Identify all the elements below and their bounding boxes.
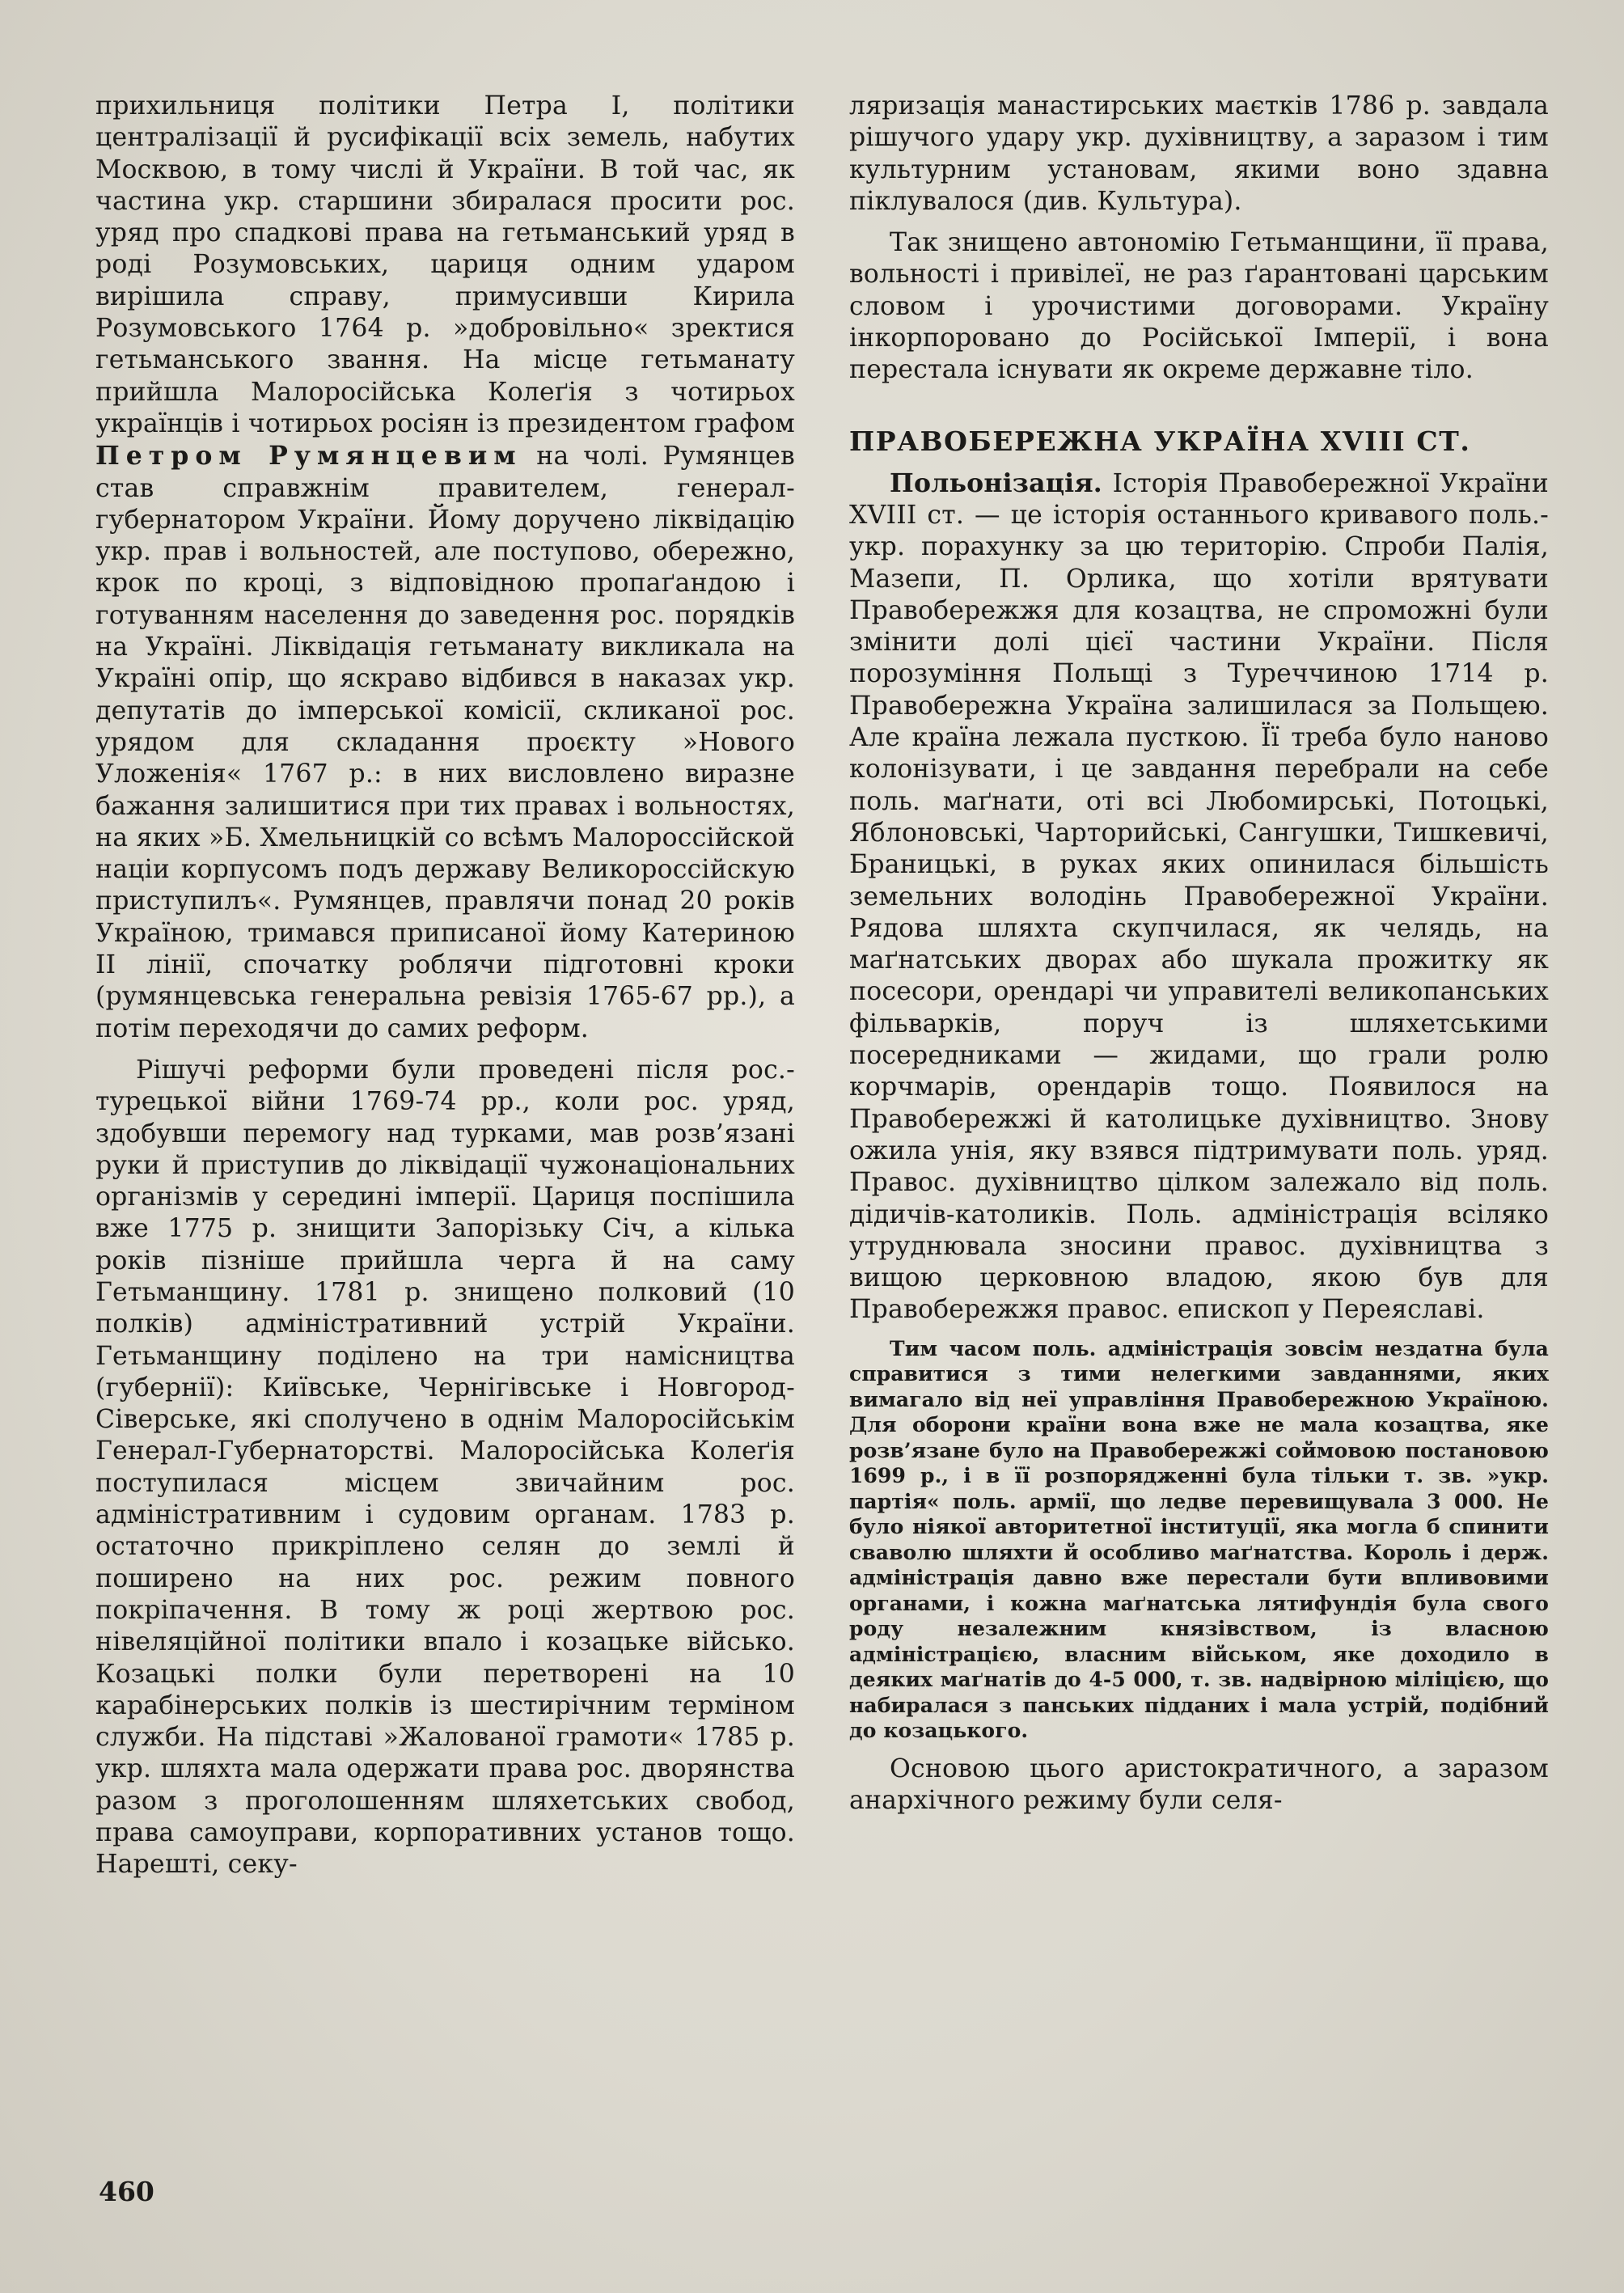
page-number: 460 bbox=[99, 2176, 154, 2207]
paragraph-reforms: Рішучі реформи були проведені після рос.-турецької війни 1769-74 рр., коли рос. уряд, здобувши перемогу над турками, мав розв’язані руки й приступив до ліквідації чужонаціональних організмів у середині імперії. Цариця поспішила вже 1775 р. знищити Запорізьку Січ, а кілька років пізніше прийшла черга й на саму Гетьманщину. 1781 р. знищено полковий (10 полків) адміністративний устрій України. Гетьманщину поділено на три намісництва (губернії): Київське, Чернігівське і Новгород-Сіверське, які сполучено в однім Малоросійськім Генерал-Губернаторстві. Малоросійська Колеґія поступилася місцем звичайним рос. адміністративним і судовим органам. 1783 р. остаточно прикріплено селян до землі й поширено на них рос. режим повного покріпачення. В тому ж році жертвою рос. нівеляційної політики впало і козацьке військо. Козацькі полки були перетворені на 10 карабінерських полків із шестирічним терміном служби. На підставі »Жалованої грамоти« 1785 р. укр. шляхта мала одержати права рос. дворянства разом з проголошенням шляхетських свобод, права самоуправи, корпоративних установ тощо. Нарешті, секу- bbox=[95, 1055, 795, 1880]
right-column bbox=[849, 91, 1549, 1817]
spaced-name: Петром Румянцевим bbox=[95, 441, 522, 472]
section-heading: ПРАВОБЕРЕЖНА УКРАЇНА XVIII СТ. bbox=[849, 425, 1471, 457]
small-print-paragraph: Тим часом поль. адміністрація зовсім нездатна була справитися з тими нелегкими завданнями, яких вимагало від неї управління Правобережною Україною. Для оборони країни вона вже не мала козацтва, яке розв’язане було на Правобережжі соймовою постановою 1699 р., і в її розпорядженні була тільки т. зв. »укр. партія« поль. армії, що ледве перевищувала 3 000. Не було ніякої авторитетної інституції, яка могла б спинити сваволю шляхти й особливо маґнатства. Король і держ. адміністрація давно вже перестали бути впливовими органами, і кожна маґнатська лятифундія була свого роду незалежним князівством, із власною адміністрацією, власним військом, яке доходило в деяких маґнатів до 4-5 000, т. зв. надвірною міліцією, що набиралася з панських підданих і мала устрій, подібний до козацького. bbox=[849, 1336, 1549, 1743]
paragraph-rumyantsev bbox=[95, 91, 795, 1045]
left-column bbox=[95, 91, 795, 1881]
text-segment: на чолі. Румянцев став справжнім правителем, генерал-губернатором України. Йому доручено ліквідацію укр. прав і вольностей, але поступово, обережно, крок по кроці, з відповідною пропаґандою і готуванням населення до заведення рос. порядків на Україні. Ліквідація гетьманату викликала на Україні опір, що яскраво відбився в наказах укр. депутатів до імперської комісії, скликаної рос. урядом для складання проєкту »Нового Уложенія« 1767 р.: в них висловлено виразне бажання залишитися при тих правах і вольностях, на яких »Б. Хмельницкій со всѣмъ Малороссійской націи корпусомъ подъ державу Великороссійскую приступилъ«. Румянцев, правлячи понад 20 років Україною, тримався приписаної йому Катериною ІІ лінії, спочатку роблячи підготовні кроки (румянцевська генеральна ревізія 1765-67 рр.), а потім переходячи до самих реформ. bbox=[95, 442, 795, 1043]
paragraph-regime: Основою цього аристократичного, а заразом анархічного режиму були селя- bbox=[849, 1754, 1549, 1815]
paragraph-secularization: ляризація манастирських маєтків 1786 р. завдала рішучого удару укр. духівництву, а заразом і тим культурним установам, якими воно здавна піклувалося (див. Культура). bbox=[849, 91, 1549, 216]
text-segment: прихильниця політики Петра І, політики централізації й русифікації всіх земель, набутих Москвою, в тому числі й України. В той час, як частина укр. старшини збиралася просити рос. уряд про спадкові права на гетьманський уряд в роді Розумовських, цариця одним ударом вирішила справу, примусивши Кирила Розумовського 1764 р. »добровільно« зректися гетьманського звання. На місце гетьманату прийшла Малоросійська Колеґія з чотирьох українців і чотирьох росіян із президентом графом bbox=[95, 91, 795, 438]
paragraph-polonization bbox=[849, 467, 1549, 1326]
paragraph-autonomy: Так знищено автономію Гетьманщини, її права, вольності і привілеї, не раз ґарантовані царським словом і урочистими договорами. Україну інкорпоровано до Російської Імперії, і вона перестала існувати як окреме державне тіло. bbox=[849, 228, 1549, 385]
runin-heading: Польонізація. bbox=[890, 467, 1102, 498]
text-segment: Історія Правобережної України XVIII ст. — це історія останнього кривавого поль.-укр. порахунку за цю територію. Спроби Палія, Мазепи, П. Орлика, що хотіли врятувати Правобережжя для козацтва, не спроможні були змінити долі цієї частини України. Після порозуміння Польщі з Туреччиною 1714 р. Правобережна Україна залишилася за Польщею. Але країна лежала пусткою. Її треба було наново колонізувати, і це завдання перебрали на себе поль. маґнати, оті всі Любомирські, Потоцькі, Яблоновські, Чарторийські, Сангушки, Тишкевичі, Браницькі, в руках яких опинилася більшість земельних володінь Правобережної України. Рядова шляхта скупчилася, як челядь, на маґнатських дворах або шукала прожитку як посесори, орендарі чи управителі великопанських фільварків, поруч із шляхетськими посередниками — жидами, що грали ролю корчмарів, орендарів тощо. Появилося на Правобережжі й католицьке духівництво. Знову ожила унія, яку взявся підтримувати поль. уряд. Правос. духівництво цілком залежало від поль. дідичів-католиків. Поль. адміністрація всіляко утруднювала зносини правос. духівництва з вищою церковною владою, якою був для Правобережжя правос. епископ у Переяславі. bbox=[849, 468, 1549, 1325]
